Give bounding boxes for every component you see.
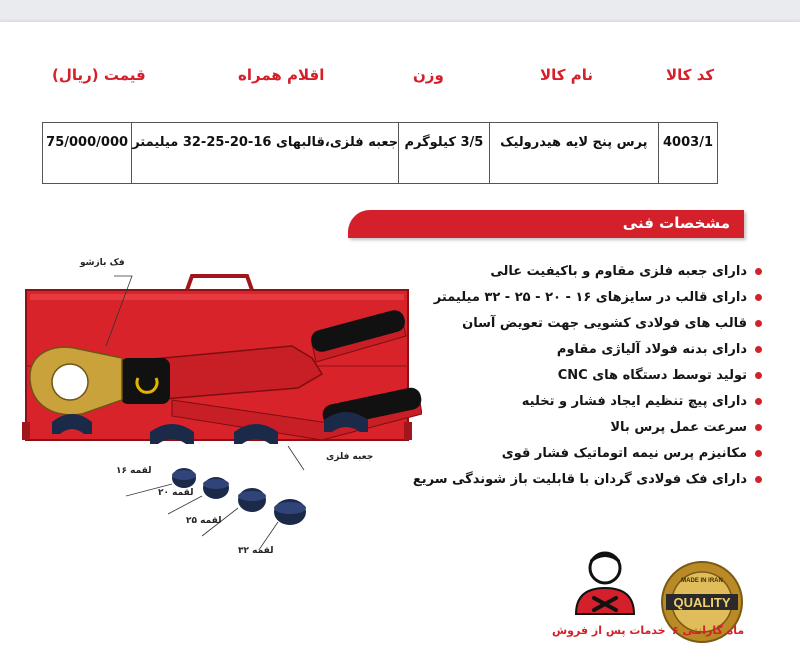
after-sales-service-icon [570, 548, 640, 618]
table-row [43, 123, 718, 184]
list-item: دارای پیچ تنظیم ایجاد فشار و تخلیه [392, 388, 762, 414]
product-sheet [0, 22, 800, 665]
label-die-25: لقمه ۲۵ [186, 516, 222, 526]
header-price: قیمت (ریال) [52, 66, 146, 84]
feature-list [392, 258, 762, 492]
list-item: سرعت عمل پرس بالا [392, 414, 762, 440]
bullet-icon [755, 320, 762, 327]
list-item: دارای بدنه فولاد آلیاژی مقاوم [392, 336, 762, 362]
bullet-icon [755, 450, 762, 457]
bullet-icon [755, 398, 762, 405]
warranty-label: ۶ ماه گارانتی [672, 624, 745, 637]
bullet-icon [755, 346, 762, 353]
list-item: دارای جعبه فلزی مقاوم و باکیفیت عالی [392, 258, 762, 284]
cell-name: پرس پنج لایه هیدرولیک [489, 123, 658, 184]
header-weight: وزن [413, 66, 444, 84]
label-die-16: لقمه ۱۶ [116, 466, 152, 476]
bullet-icon [755, 294, 762, 301]
bullet-icon [755, 424, 762, 431]
list-item: قالب های فولادی کشویی جهت تعویض آسان [392, 310, 762, 336]
cell-accessories: جعبه فلزی،قالبهای 16-20-25-32 میلیمتر [132, 123, 399, 184]
bullet-icon [755, 476, 762, 483]
bullet-icon [755, 268, 762, 275]
product-illustration [22, 250, 422, 550]
cell-code: 4003/1 [659, 123, 718, 184]
list-item: دارای فک فولادی گردان با قابلیت باز شوندگی سریع [392, 466, 762, 492]
list-item: تولید توسط دستگاه های CNC [392, 362, 762, 388]
list-item: مکانیزم پرس نیمه اتوماتیک فشار قوی [392, 440, 762, 466]
spec-table [42, 122, 718, 184]
cell-price: 75/000/000 [43, 123, 132, 184]
header-code: کد کالا [666, 66, 715, 84]
section-title: مشخصات فنی [622, 214, 730, 232]
bullet-icon [755, 372, 762, 379]
header-accessories: اقلام همراه [238, 66, 325, 84]
label-jaw: فک بازشو [80, 258, 125, 268]
header-name: نام کالا [540, 66, 594, 84]
after-sales-label: خدمات پس از فروش [552, 624, 666, 637]
cell-weight: 3/5 کیلوگرم [399, 123, 490, 184]
quality-seal-ring-text: MADE IN IRAN [681, 578, 723, 584]
label-die-20: لقمه ۲۰ [158, 488, 194, 498]
quality-seal-text: QUALITY [673, 595, 731, 610]
section-header-bar [348, 210, 744, 238]
label-box: جعبه فلزی [326, 452, 374, 462]
list-item: دارای قالب در سایزهای ۱۶ - ۲۰ - ۲۵ - ۳۲ میلیمتر [392, 284, 762, 310]
label-die-32: لقمه ۳۲ [238, 546, 274, 556]
